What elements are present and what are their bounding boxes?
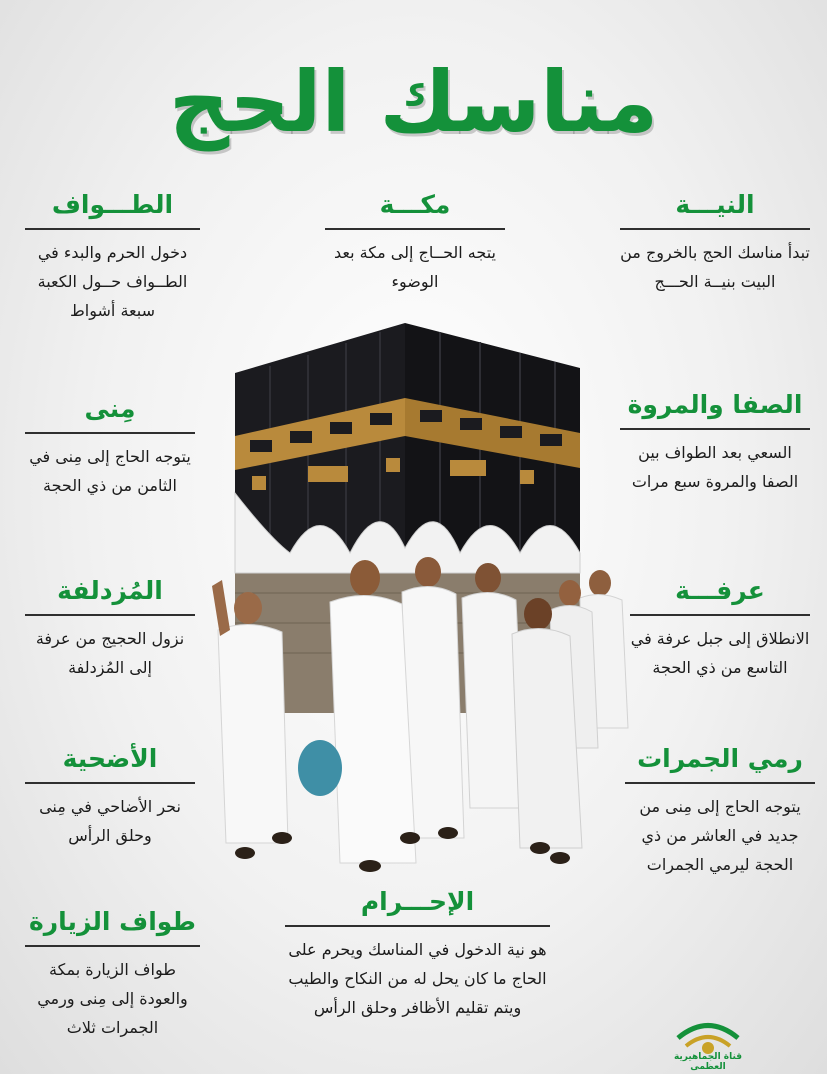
section-text: دخول الحرم والبدء في الطــواف حــول الكعبة سبعة أشواط bbox=[37, 243, 188, 320]
section-title: الطـــواف bbox=[25, 188, 200, 230]
section-jamarat bbox=[625, 742, 815, 879]
section-tawaf bbox=[25, 188, 200, 325]
section-title: مِنى bbox=[25, 392, 195, 434]
page-title: مناسك الحج bbox=[168, 53, 659, 151]
section-udhiya bbox=[25, 742, 195, 850]
section-title: الإحـــرام bbox=[285, 885, 550, 927]
section-title: الصفا والمروة bbox=[620, 388, 810, 430]
section-text: يتجه الحــاج إلى مكة بعد الوضوء bbox=[334, 243, 496, 291]
section-text: نزول الحجيج من عرفة إلى المُزدلفة bbox=[35, 629, 185, 677]
section-text: يتوجه الحاج إلى مِنى في الثامن من ذي الحجة bbox=[29, 447, 191, 495]
section-title: النيـــة bbox=[620, 188, 810, 230]
section-text: هو نية الدخول في المناسك ويحرم على الحاج ما كان يحل له من النكاح والطيب ويتم تقليم الأظافر وحلق الرأس bbox=[288, 940, 547, 1017]
section-title: الأضحية bbox=[25, 742, 195, 784]
section-safa bbox=[620, 388, 810, 496]
blue-bag bbox=[298, 740, 342, 796]
section-text: يتوجه الحاج إلى مِنى من جديد في العاشر من ذي الحجة ليرمي الجمرات bbox=[639, 797, 801, 874]
section-ziyarah bbox=[25, 905, 200, 1042]
section-text: طواف الزيارة بمكة والعودة إلى مِنى ورمي الجمرات ثلاث bbox=[37, 960, 188, 1037]
section-text: تبدأ مناسك الحج بالخروج من البيت بنيــة الحـــج bbox=[620, 243, 810, 291]
kaaba-pilgrims-illustration bbox=[190, 318, 640, 878]
section-text: الانطلاق إلى جبل عرفة في التاسع من ذي الحجة bbox=[630, 629, 810, 677]
section-niyya bbox=[620, 188, 810, 296]
section-text: السعي بعد الطواف بين الصفا والمروة سبع مرات bbox=[631, 443, 799, 491]
section-muzdalifah bbox=[25, 574, 195, 682]
section-makkah bbox=[325, 188, 505, 296]
section-title: المُزدلفة bbox=[25, 574, 195, 616]
section-title: رمي الجمرات bbox=[625, 742, 815, 784]
section-arafah bbox=[630, 574, 810, 682]
section-ihram bbox=[285, 885, 550, 1022]
section-title: عرفـــة bbox=[630, 574, 810, 616]
section-text: نحر الأضاحي في مِنى وحلق الرأس bbox=[39, 797, 181, 845]
section-mina bbox=[25, 392, 195, 500]
section-title: طواف الزيارة bbox=[25, 905, 200, 947]
section-title: مكـــة bbox=[325, 188, 505, 230]
channel-logo-text: قناة الجماهيرية العظمى bbox=[673, 1052, 743, 1072]
